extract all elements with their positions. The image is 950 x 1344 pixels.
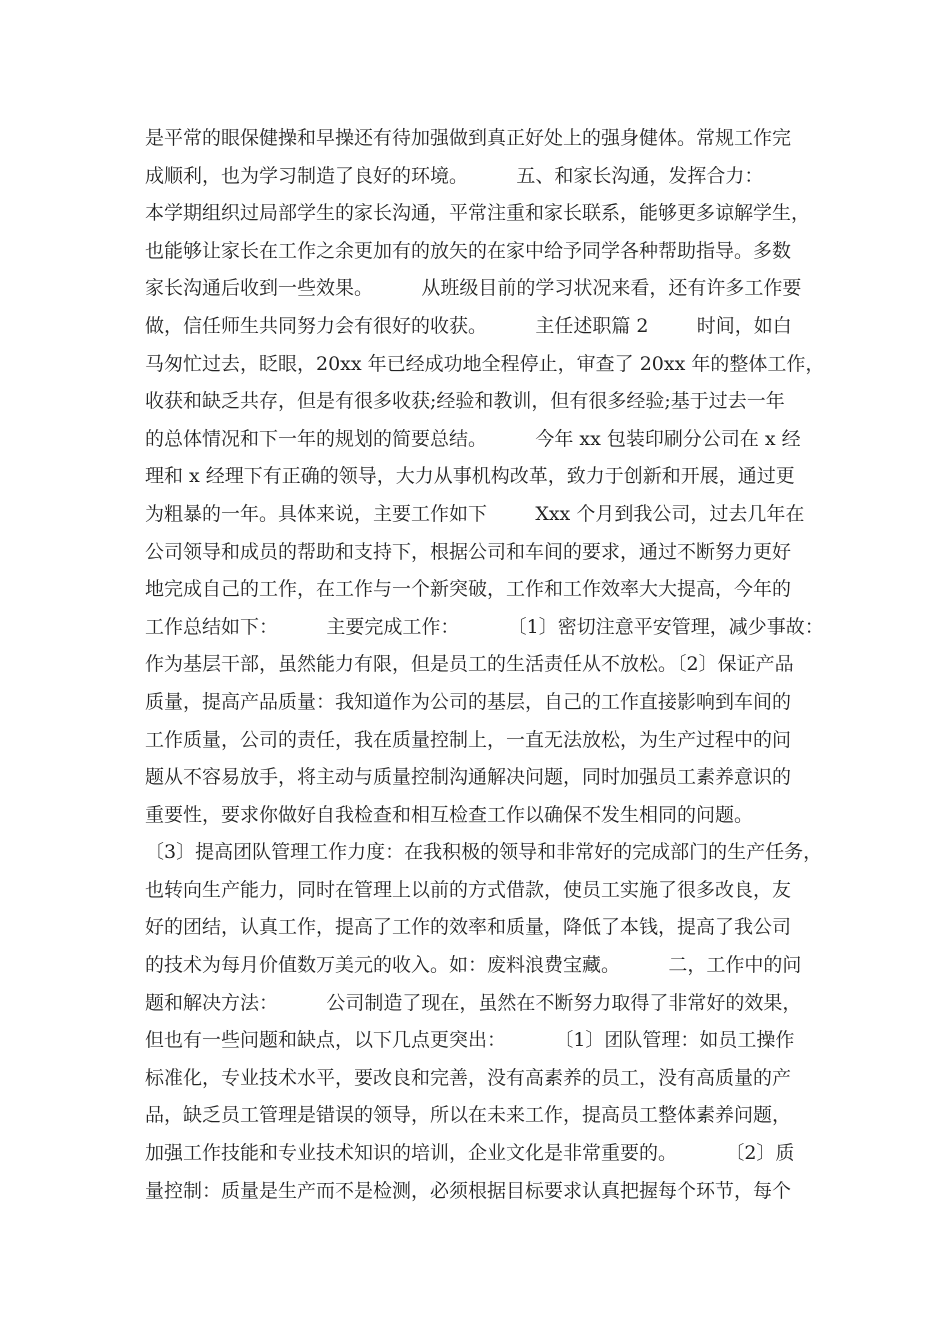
text-line: 的技术为每月价值数万美元的收入。如：废料浪费宝藏。 二，工作中的问 <box>145 954 802 977</box>
text-line: 也转向生产能力，同时在管理上以前的方式借款，使员工实施了很多改良，友 <box>145 878 792 901</box>
text-line: 量控制：质量是生产而不是检测，必须根据目标要求认真把握每个环节，每个 <box>145 1179 792 1202</box>
text-line: 品，缺乏员工管理是错误的领导，所以在未来工作，提高员工整体素养问题， <box>145 1104 792 1127</box>
text-line: 质量，提高产品质量：我知道作为公司的基层，自己的工作直接影响到车间的 <box>145 690 792 713</box>
text-line: 工作质量，公司的责任，我在质量控制上，一直无法放松，为生产过程中的问 <box>145 728 792 751</box>
text-line: 本学期组织过局部学生的家长沟通，平常注重和家长联系，能够更多谅解学生， <box>145 202 811 225</box>
text-line: 加强工作技能和专业技术知识的培训，企业文化是非常重要的。 〔2〕质 <box>145 1142 795 1165</box>
text-line: 重要性，要求你做好自我检查和相互检查工作以确保不发生相同的问题。 <box>145 803 754 826</box>
text-line: 题和解决方法： 公司制造了现在，虽然在不断努力取得了非常好的效果， <box>145 991 802 1014</box>
text-line: 理和 x 经理下有正确的领导，大力从事机构改革，致力于创新和开展，通过更 <box>145 465 795 488</box>
text-line: 做，信任师生共同努力会有很好的收获。 主任述职篇 2 时间，如白 <box>145 314 792 337</box>
text-line: 收获和缺乏共存，但是有很多收获;经验和教训，但有很多经验;基于过去一年 <box>145 390 785 413</box>
text-line: 的总体情况和下一年的规划的简要总结。 今年 xx 包装印刷分公司在 x 经 <box>145 427 801 450</box>
text-line: 工作总结如下： 主要完成工作： 〔1〕密切注意平安管理，减少事故： <box>145 615 824 638</box>
body-text <box>145 120 825 1210</box>
text-line: 公司领导和成员的帮助和支持下，根据公司和车间的要求，通过不断努力更好 <box>145 540 792 563</box>
text-line: 为粗暴的一年。具体来说，主要工作如下 Xxx 个月到我公司，过去几年在 <box>145 502 805 525</box>
text-line: 是平常的眼保健操和早操还有待加强做到真正好处上的强身健体。常规工作完 <box>145 127 792 149</box>
text-line: 〔3〕提高团队管理工作力度：在我积极的领导和非常好的完成部门的生产任务， <box>145 841 823 864</box>
text-line: 好的团结，认真工作，提高了工作的效率和质量，降低了本钱，提高了我公司 <box>145 916 792 939</box>
text-line: 马匆忙过去，眨眼，20xx 年已经成功地全程停止，审查了 20xx 年的整体工作， <box>145 352 825 375</box>
text-line: 家长沟通后收到一些效果。 从班级目前的学习状况来看，还有许多工作要 <box>145 277 802 300</box>
text-line: 但也有一些问题和缺点，以下几点更突出： 〔1〕团队管理：如员工操作 <box>145 1029 795 1052</box>
text-line: 也能够让家长在工作之余更加有的放矢的在家中给予同学各种帮助指导。多数 <box>145 239 792 262</box>
text-line: 题从不容易放手，将主动与质量控制沟通解决问题，同时加强员工素养意识的 <box>145 766 792 789</box>
text-line: 作为基层干部，虽然能力有限，但是员工的生活责任从不放松。〔2〕保证产品 <box>145 653 794 676</box>
text-line: 标准化，专业技术水平，要改良和完善，没有高素养的员工，没有高质量的产 <box>145 1066 792 1089</box>
text-line: 地完成自己的工作，在工作与一个新突破，工作和工作效率大大提高，今年的 <box>145 578 792 601</box>
text-line: 成顺利，也为学习制造了良好的环境。 五、和家长沟通，发挥合力： <box>145 164 764 187</box>
